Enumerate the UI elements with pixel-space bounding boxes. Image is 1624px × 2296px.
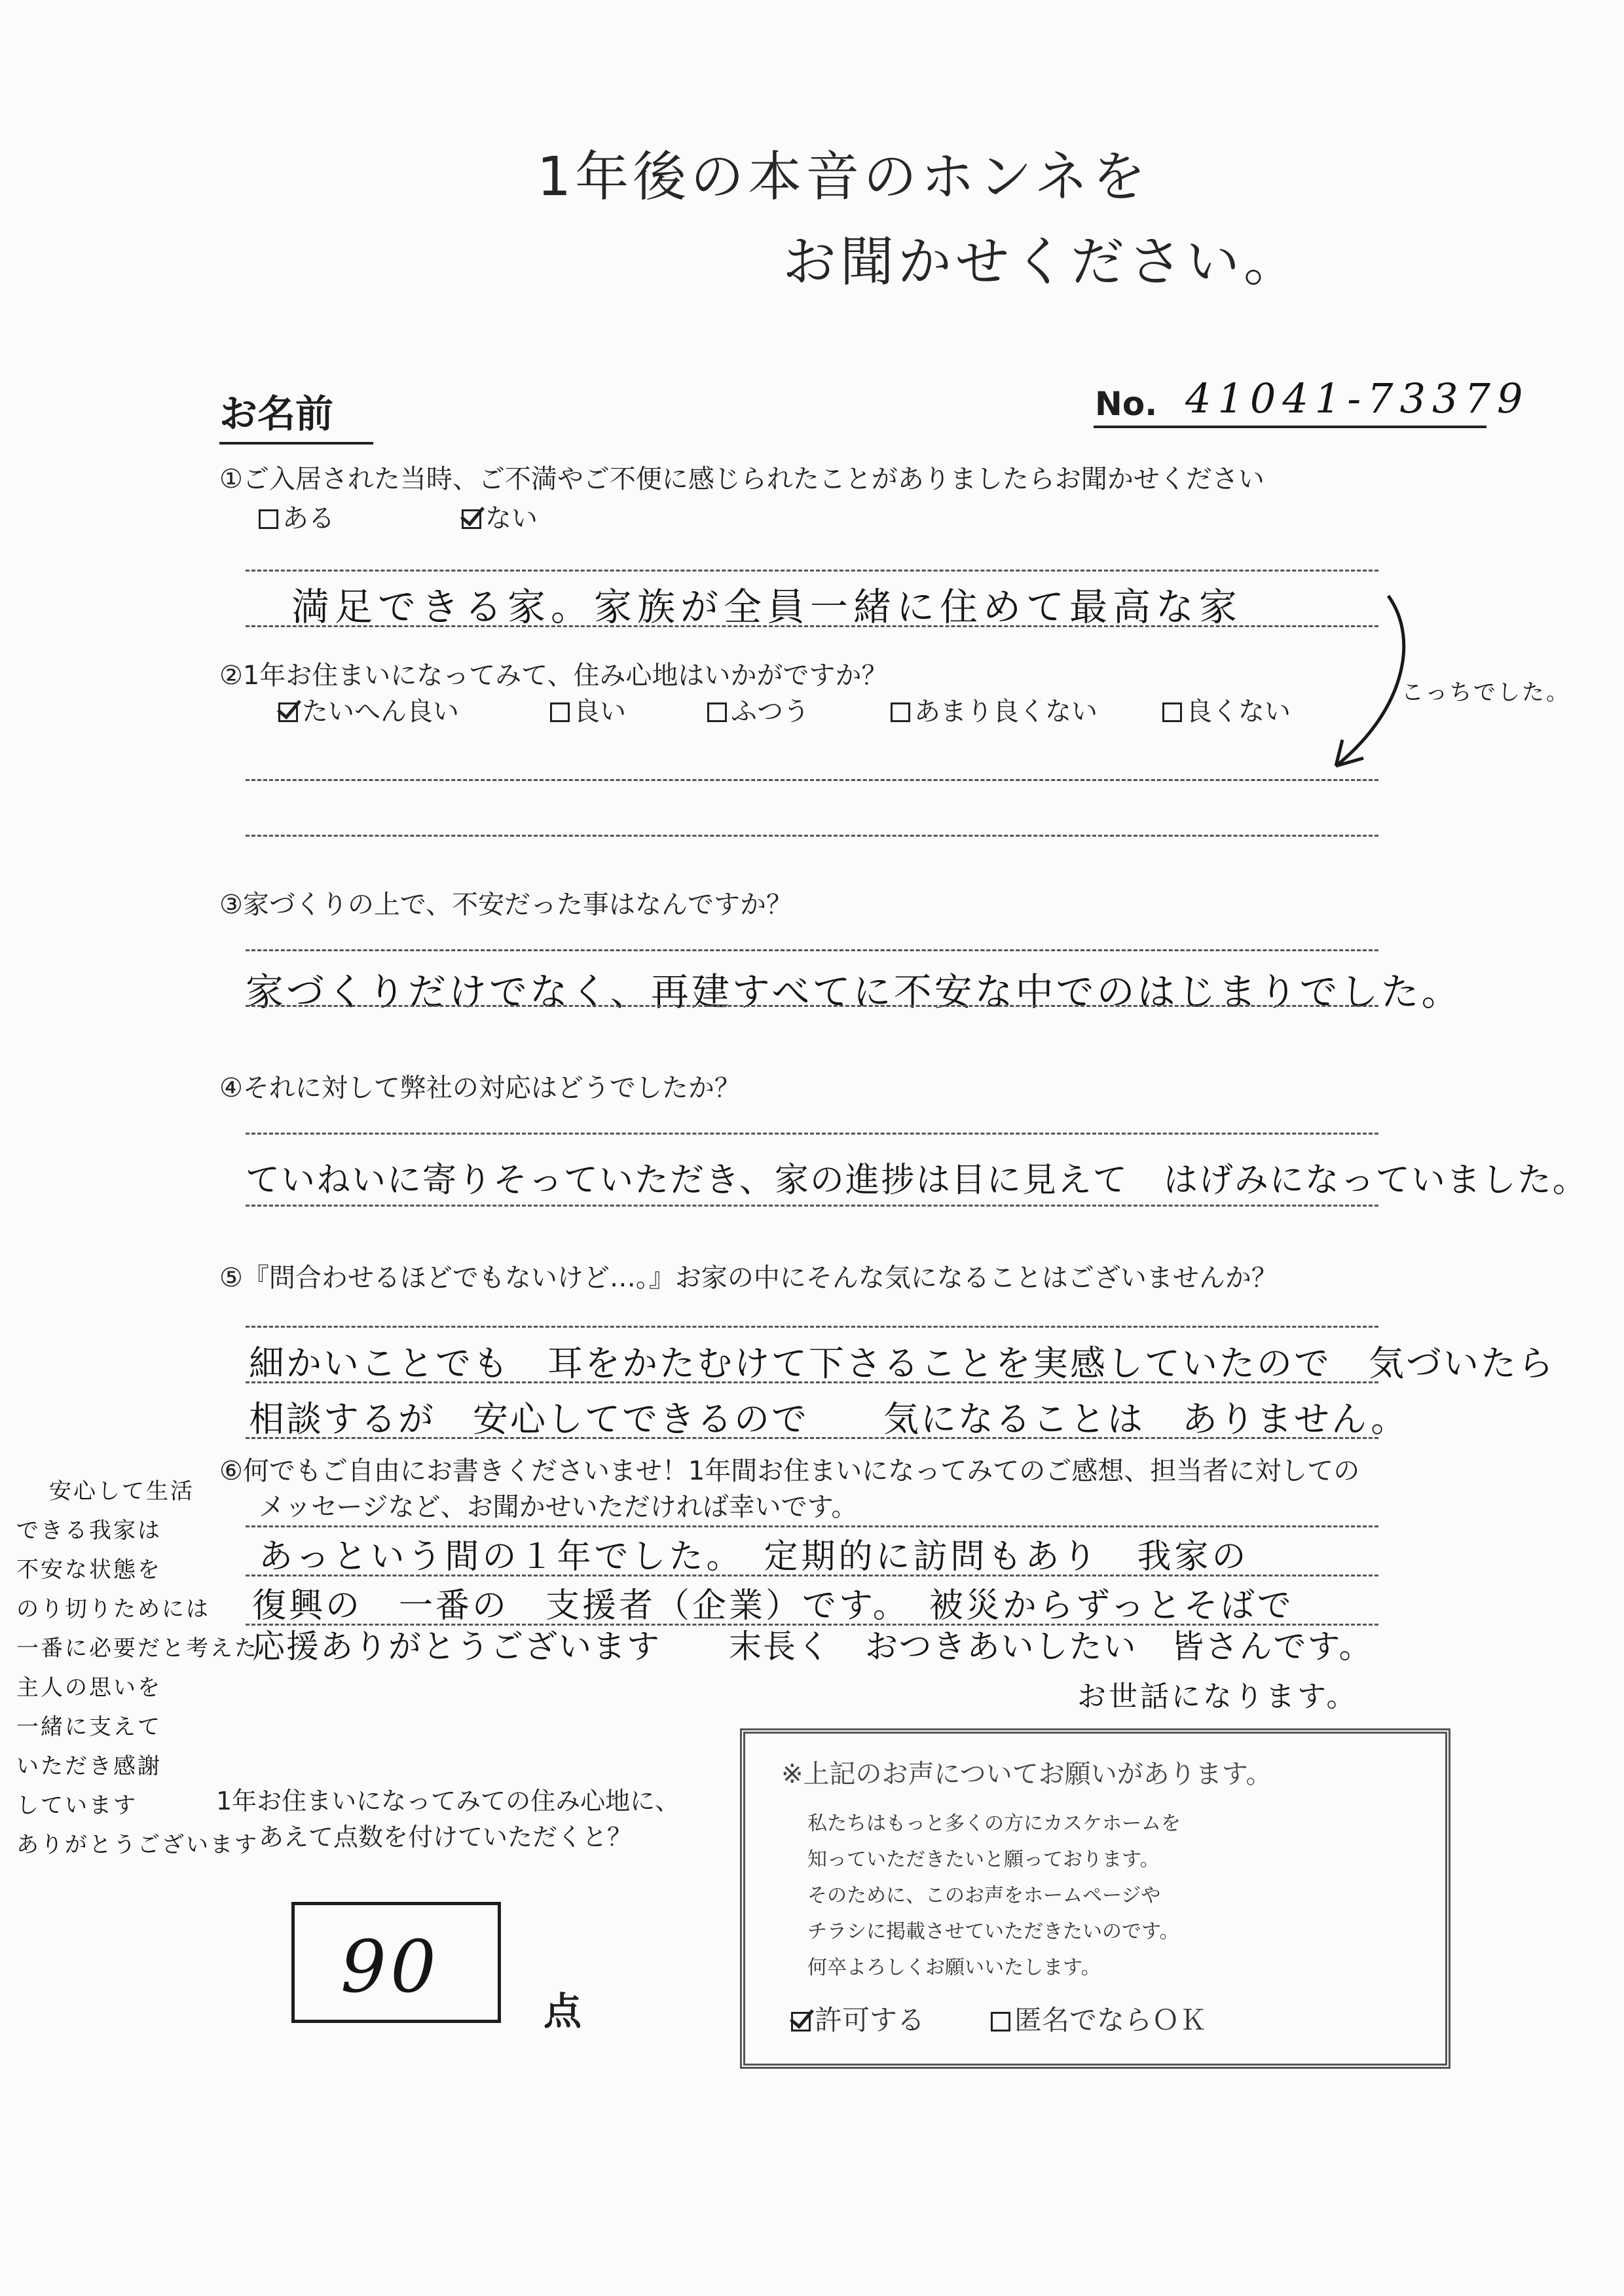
- q3-answer: 家づくりだけでなく、再建すべてに不安な中でのはじまりでした。: [246, 970, 1462, 1014]
- no-value: 41041-73379: [1185, 374, 1530, 422]
- name-label: お名前: [219, 383, 373, 445]
- notice-option-anonymous: 匿名でならＯＫ: [991, 1999, 1207, 2038]
- q1-answer: 満足できる家。家族が全員一緒に住めて最高な家: [291, 585, 1243, 629]
- no-field: [1094, 373, 1530, 428]
- q6-question-line-1: ⑥何でもご自由にお書きくださいませ！1年間お住まいになってみてのご感想、担当者に対しての: [219, 1456, 1360, 1486]
- score-prompt-line-1: 1年お住まいになってみての住み心地に、: [216, 1787, 680, 1815]
- q2-option-2: 良い: [550, 691, 626, 728]
- margin-note-line: 不安な状態を: [16, 1557, 162, 1583]
- q1-option-nai: ない: [462, 498, 538, 535]
- checkbox: [991, 2012, 1010, 2032]
- q2-option-3: ふつう: [707, 691, 809, 728]
- q6-answer-line-1: あっという間の１年でした。 定期的に訪問もあり 我家の: [259, 1537, 1249, 1576]
- margin-note-line: 安心して生活: [49, 1478, 194, 1504]
- margin-note-line: 一緒に支えて: [16, 1714, 162, 1740]
- q2-option-5: 良くない: [1162, 691, 1291, 728]
- margin-note-line: ありがとうございます: [16, 1832, 259, 1858]
- q4-answer: ていねいに寄りそっていただき、家の進捗は目に見えて はげみになっていました。: [246, 1161, 1588, 1200]
- checkbox: [707, 702, 727, 722]
- q1-question: ①ご入居された当時、ご不満やご不便に感じられたことがありましたらお聞かせください: [219, 464, 1264, 494]
- q2-dashed-line-top: [246, 779, 1378, 781]
- margin-note-line: のり切りためには: [16, 1596, 210, 1622]
- checkbox-checked: [791, 2012, 811, 2032]
- q5-dashed-line-1: [246, 1326, 1378, 1328]
- notice-line: 私たちはもっと多くの方にカスケホームを: [807, 1812, 1181, 1835]
- notice-box: [740, 1728, 1450, 2069]
- notice-line: そのために、このお声をホームページや: [807, 1884, 1161, 1907]
- q6-question-line-2: メッセージなど、お聞かせいただければ幸いです。: [259, 1492, 858, 1522]
- checkbox: [1162, 702, 1182, 722]
- notice-line: 何卒よろしくお願いいたします。: [807, 1956, 1101, 1979]
- q1-dashed-line-bottom: [246, 625, 1378, 627]
- no-label: No.: [1095, 385, 1158, 423]
- notice-heading: ※上記のお声についてお願いがあります。: [781, 1759, 1272, 1789]
- title-line-1: 1年後の本音のホンネを: [537, 146, 1150, 208]
- q5-dashed-line-2: [246, 1381, 1378, 1383]
- margin-note-line: いただき感謝: [16, 1753, 162, 1779]
- q2-question: ②1年お住まいになってみて、住み心地はいかがですか？: [219, 661, 888, 691]
- checkbox: [259, 509, 278, 529]
- score-unit: 点: [544, 1989, 582, 2033]
- q2-option-1: たいへん良い: [278, 691, 459, 728]
- checkbox: [891, 702, 910, 722]
- q2-side-note: こっちでした。: [1401, 680, 1570, 706]
- q5-dashed-line-3: [246, 1437, 1378, 1439]
- score-prompt-line-2: あえて点数を付けていただくと？: [259, 1823, 633, 1851]
- q2-option-4: あまり良くない: [891, 691, 1098, 728]
- q6-dashed-line-2: [246, 1575, 1378, 1576]
- q3-dashed-line-bottom: [246, 1005, 1378, 1007]
- q5-question: ⑤『問合わせるほどでもないけど…。』お家の中にそんな気になることはございませんか？: [219, 1263, 1278, 1293]
- q3-dashed-line-top: [246, 949, 1378, 951]
- q6-answer-line-3: 応援ありがとうございます 末長く おつきあいしたい 皆さんです。: [252, 1628, 1373, 1666]
- q6-dashed-line-1: [246, 1525, 1378, 1527]
- margin-note-line: 主人の思いを: [16, 1675, 162, 1701]
- q4-dashed-line-top: [246, 1133, 1378, 1135]
- q5-answer-line-1: 細かいことでも 耳をかたむけて下さることを実感していたので 気づいたら: [249, 1343, 1555, 1384]
- notice-option-permit: 許可する: [791, 1999, 925, 2038]
- q2-dashed-line-bottom: [246, 835, 1378, 837]
- score-value: 90: [341, 1925, 440, 2009]
- checkbox: [550, 702, 570, 722]
- q6-answer-line-4: お世話になります。: [1077, 1680, 1358, 1713]
- margin-note-line: できる我家は: [16, 1518, 162, 1544]
- q4-dashed-line-bottom: [246, 1205, 1378, 1207]
- score-box: [291, 1902, 501, 2023]
- checkbox-checked: [278, 702, 298, 722]
- margin-note-line: 一番に必要だと考えた: [16, 1635, 259, 1662]
- q6-answer-line-2: 復興の 一番の 支援者（企業）です。 被災からずっとそばで: [252, 1586, 1294, 1626]
- handwritten-arrow-icon: [1323, 589, 1414, 786]
- notice-line: チラシに掲載させていただきたいのです。: [807, 1920, 1179, 1943]
- title-line-2: お聞かせください。: [783, 231, 1302, 293]
- q4-question: ④それに対して弊社の対応はどうでしたか？: [219, 1073, 741, 1103]
- q5-answer-line-2: 相談するが 安心してできるので 気になることは ありません。: [249, 1398, 1409, 1440]
- checkbox-checked: [462, 509, 481, 529]
- q1-dashed-line-top: [246, 570, 1378, 572]
- q1-option-aru: ある: [259, 498, 335, 535]
- q3-question: ③家づくりの上で、不安だった事はなんですか？: [219, 890, 793, 920]
- notice-line: 知っていただきたいと願っております。: [807, 1848, 1160, 1871]
- margin-note-line: しています: [16, 1793, 138, 1819]
